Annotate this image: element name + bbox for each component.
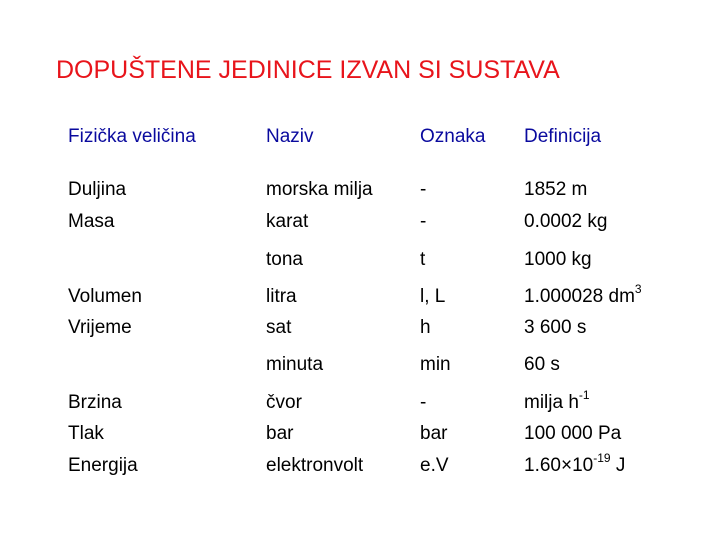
cell-symbol: e.V bbox=[420, 455, 449, 476]
cell-quantity: Vrijeme bbox=[68, 317, 132, 338]
cell-definition: $1.60\times 10^{-19}$ J bbox=[524, 451, 626, 476]
header-quantity: Fizička veličina bbox=[68, 126, 196, 147]
cell-symbol: - bbox=[420, 392, 427, 413]
cell-definition: 100 000 Pa bbox=[524, 423, 622, 444]
page-title: DOPUŠTENE JEDINICE IZVAN SI SUSTAVA bbox=[56, 56, 560, 84]
cell-symbol: l, L bbox=[420, 286, 446, 307]
cell-quantity: Energija bbox=[68, 455, 138, 476]
cell-quantity: Duljina bbox=[68, 179, 127, 200]
cell-symbol: t bbox=[420, 249, 426, 270]
cell-name: čvor bbox=[266, 392, 302, 413]
cell-name: tona bbox=[266, 249, 303, 270]
cell-quantity: Masa bbox=[68, 211, 115, 232]
header-name: Naziv bbox=[266, 126, 314, 147]
cell-definition: 1852 m bbox=[524, 179, 588, 200]
cell-symbol: - bbox=[420, 211, 427, 232]
cell-quantity: Tlak bbox=[68, 423, 104, 444]
cell-definition: 0.0002 kg bbox=[524, 211, 608, 232]
cell-name: morska milja bbox=[266, 179, 373, 200]
header-definition: Definicija bbox=[524, 126, 602, 147]
cell-symbol: h bbox=[420, 317, 431, 338]
superscript: 3 bbox=[634, 282, 642, 296]
cell-name: bar bbox=[266, 423, 294, 444]
cell-name: karat bbox=[266, 211, 309, 232]
cell-name: sat bbox=[266, 317, 292, 338]
cell-name: minuta bbox=[266, 354, 324, 375]
superscript: -19 bbox=[593, 451, 611, 465]
cell-definition: milja $h^{-1}$ bbox=[524, 388, 590, 413]
cell-definition: 1.000028 $dm^3$ bbox=[524, 282, 642, 307]
cell-name: elektronvolt bbox=[266, 455, 364, 476]
cell-quantity: Brzina bbox=[68, 392, 122, 413]
header-symbol: Oznaka bbox=[420, 126, 486, 147]
cell-name: litra bbox=[266, 286, 297, 307]
cell-quantity: Volumen bbox=[68, 286, 142, 307]
cell-symbol: min bbox=[420, 354, 451, 375]
cell-definition: 60 s bbox=[524, 354, 560, 375]
cell-definition: 1000 kg bbox=[524, 249, 592, 270]
superscript: -1 bbox=[578, 388, 590, 402]
cell-symbol: - bbox=[420, 179, 427, 200]
cell-definition: 3 600 s bbox=[524, 317, 587, 338]
cell-symbol: bar bbox=[420, 423, 448, 444]
